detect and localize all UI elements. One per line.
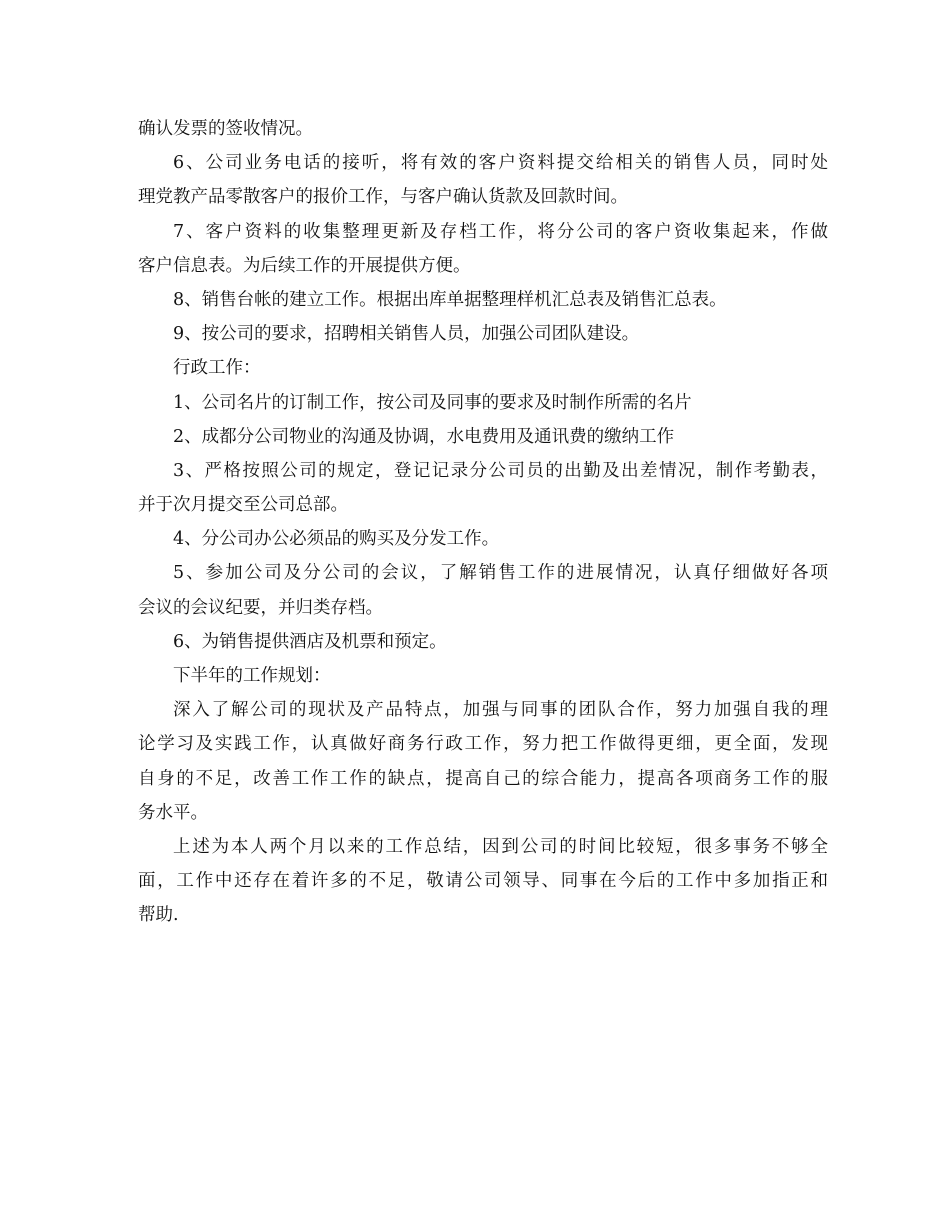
text-line: 4、分公司办公必须品的购买及分发工作。 bbox=[173, 529, 500, 550]
text-line: 6、公司业务电话的接听，将有效的客户资料提交给相关的销售人员，同时处 bbox=[173, 153, 828, 174]
text-line: 自身的不足，改善工作工作的缺点，提高自己的综合能力，提高各项商务工作的服 bbox=[138, 768, 828, 789]
text-line: 务水平。 bbox=[138, 802, 208, 823]
section-heading: 下半年的工作规划： bbox=[173, 666, 331, 686]
text-line: 会议的会议纪要，并归类存档。 bbox=[138, 597, 383, 618]
text-line: 8、销售台帐的建立工作。根据出库单据整理样机汇总表及销售汇总表。 bbox=[173, 289, 727, 310]
text-line: 论学习及实践工作，认真做好商务行政工作，努力把工作做得更细，更全面，发现 bbox=[138, 734, 828, 755]
text-line: 理党教产品零散客户的报价工作，与客户确认货款及回款时间。 bbox=[138, 187, 628, 208]
text-line: 3、严格按照公司的规定，登记记录分公司员的出勤及出差情况，制作考勤表， bbox=[173, 460, 828, 481]
section-heading: 行政工作： bbox=[173, 358, 261, 379]
text-line: 上述为本人两个月以来的工作总结，因到公司的时间比较短，很多事务不够全 bbox=[173, 836, 828, 857]
text-line: 帮助. bbox=[138, 905, 179, 926]
text-line: 6、为销售提供酒店及机票和预定。 bbox=[173, 631, 447, 652]
text-line: 1、公司名片的订制工作，按公司及同事的要求及时制作所需的名片 bbox=[173, 392, 692, 413]
document-page bbox=[138, 112, 828, 933]
text-line: 深入了解公司的现状及产品特点，加强与同事的团队合作，努力加强自我的理 bbox=[173, 700, 828, 721]
text-line: 5、参加公司及分公司的会议，了解销售工作的进展情况，认真仔细做好各项 bbox=[173, 563, 828, 584]
text-line: 并于次月提交至公司总部。 bbox=[138, 495, 348, 516]
text-line: 7、客户资料的收集整理更新及存档工作，将分公司的客户资收集起来，作做 bbox=[173, 221, 828, 242]
text-line: 确认发票的签收情况。 bbox=[138, 119, 313, 139]
text-line: 2、成都分公司物业的沟通及协调，水电费用及通讯费的缴纳工作 bbox=[173, 426, 675, 447]
text-line: 面，工作中还存在着许多的不足，敬请公司领导、同事在今后的工作中多加指正和 bbox=[138, 871, 828, 892]
text-line: 9、按公司的要求，招聘相关销售人员，加强公司团队建设。 bbox=[173, 324, 640, 345]
text-line: 客户信息表。为后续工作的开展提供方便。 bbox=[138, 255, 471, 276]
